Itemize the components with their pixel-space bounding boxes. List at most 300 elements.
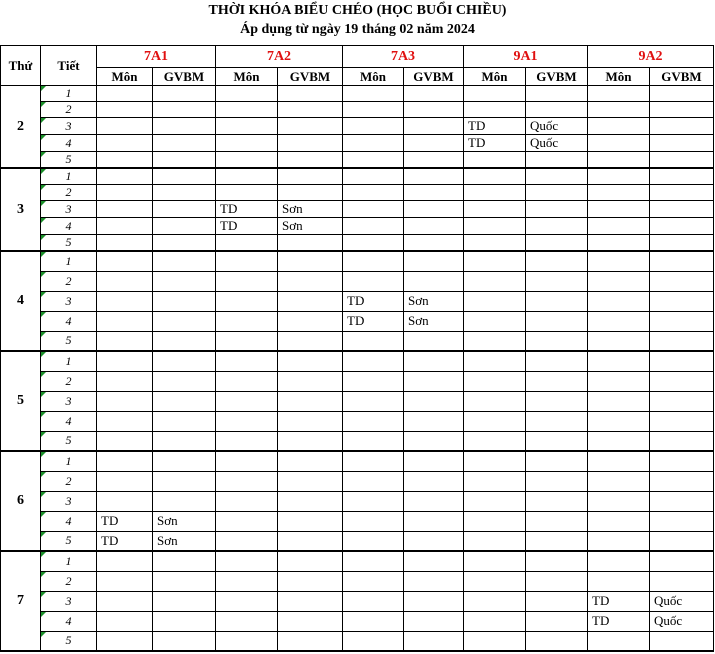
subject-cell: [343, 271, 404, 291]
teacher-cell: [278, 611, 343, 631]
subject-cell: [464, 571, 526, 591]
subject-cell: [97, 118, 153, 135]
table-row: [1, 271, 714, 291]
subject-cell: [343, 86, 404, 102]
teacher-cell: [526, 391, 588, 411]
teacher-cell: [278, 431, 343, 451]
subject-cell: [343, 152, 404, 169]
teacher-cell: [153, 86, 216, 102]
teacher-cell: [153, 551, 216, 571]
subject-cell: [216, 631, 278, 651]
teacher-cell: [650, 271, 714, 291]
col-header-gvbm: GVBM: [278, 68, 343, 86]
period-number: 1: [41, 251, 97, 271]
subject-cell: [343, 531, 404, 551]
subject-cell: [97, 471, 153, 491]
teacher-cell: [526, 591, 588, 611]
teacher-cell: [650, 451, 714, 471]
subject-cell: [216, 135, 278, 152]
teacher-cell: [526, 411, 588, 431]
teacher-cell: [278, 135, 343, 152]
subject-cell: [216, 611, 278, 631]
teacher-cell: [153, 491, 216, 511]
teacher-cell: [404, 591, 464, 611]
teacher-cell: [526, 611, 588, 631]
table-row: [1, 351, 714, 371]
teacher-cell: [278, 571, 343, 591]
subject-cell: [588, 271, 650, 291]
col-header-gvbm: GVBM: [153, 68, 216, 86]
teacher-cell: [278, 591, 343, 611]
teacher-cell: Quốc: [650, 611, 714, 631]
teacher-cell: [404, 371, 464, 391]
teacher-cell: Sơn: [278, 218, 343, 235]
teacher-cell: [278, 118, 343, 135]
subject-cell: [216, 531, 278, 551]
teacher-cell: [404, 201, 464, 218]
subject-cell: [216, 411, 278, 431]
header-tiet: Tiết: [41, 46, 97, 86]
teacher-cell: [153, 331, 216, 351]
teacher-cell: [650, 118, 714, 135]
teacher-cell: [278, 291, 343, 311]
teacher-cell: [526, 351, 588, 371]
period-number: 4: [41, 411, 97, 431]
teacher-cell: [650, 491, 714, 511]
subject-cell: [588, 218, 650, 235]
subject-cell: [97, 571, 153, 591]
subject-cell: TD: [343, 291, 404, 311]
subject-cell: [216, 168, 278, 185]
teacher-cell: [278, 185, 343, 201]
col-header-mon: Môn: [343, 68, 404, 86]
teacher-cell: [526, 571, 588, 591]
subject-cell: [464, 471, 526, 491]
subject-cell: [97, 411, 153, 431]
teacher-cell: [153, 571, 216, 591]
teacher-cell: [404, 185, 464, 201]
subject-cell: [588, 371, 650, 391]
teacher-cell: [526, 371, 588, 391]
teacher-cell: [278, 491, 343, 511]
subject-cell: [216, 251, 278, 271]
teacher-cell: [278, 391, 343, 411]
teacher-cell: [526, 331, 588, 351]
subject-cell: [464, 271, 526, 291]
subject-cell: [216, 331, 278, 351]
teacher-cell: [650, 86, 714, 102]
table-row: [1, 311, 714, 331]
subject-cell: [343, 135, 404, 152]
teacher-cell: [404, 511, 464, 531]
col-header-mon: Môn: [216, 68, 278, 86]
teacher-cell: [404, 251, 464, 271]
day-label: 4: [1, 251, 41, 351]
teacher-cell: [526, 311, 588, 331]
subject-cell: [343, 631, 404, 651]
teacher-cell: [526, 471, 588, 491]
subject-cell: TD: [464, 135, 526, 152]
teacher-cell: [526, 271, 588, 291]
subject-cell: [343, 251, 404, 271]
teacher-cell: [153, 218, 216, 235]
teacher-cell: [404, 451, 464, 471]
teacher-cell: [153, 411, 216, 431]
teacher-cell: [526, 451, 588, 471]
subject-cell: [216, 118, 278, 135]
subject-cell: [97, 371, 153, 391]
teacher-cell: [650, 431, 714, 451]
teacher-cell: [404, 152, 464, 169]
teacher-cell: [404, 218, 464, 235]
teacher-cell: [153, 391, 216, 411]
teacher-cell: [153, 201, 216, 218]
teacher-cell: [278, 351, 343, 371]
subject-cell: [588, 118, 650, 135]
teacher-cell: [404, 235, 464, 252]
teacher-cell: [526, 511, 588, 531]
subject-cell: [97, 102, 153, 118]
period-number: 3: [41, 491, 97, 511]
subject-cell: [216, 102, 278, 118]
teacher-cell: [153, 451, 216, 471]
teacher-cell: [404, 611, 464, 631]
period-number: 5: [41, 331, 97, 351]
table-row: [1, 491, 714, 511]
teacher-cell: [650, 201, 714, 218]
teacher-cell: [650, 152, 714, 169]
table-row: [1, 411, 714, 431]
period-number: 3: [41, 201, 97, 218]
subject-cell: [464, 185, 526, 201]
teacher-cell: [650, 291, 714, 311]
subject-cell: [588, 571, 650, 591]
subject-cell: [588, 351, 650, 371]
teacher-cell: [153, 471, 216, 491]
teacher-cell: [278, 152, 343, 169]
teacher-cell: [650, 631, 714, 651]
teacher-cell: [153, 251, 216, 271]
teacher-cell: [650, 551, 714, 571]
teacher-cell: [153, 135, 216, 152]
teacher-cell: [278, 451, 343, 471]
subject-cell: [588, 291, 650, 311]
table-row: [1, 631, 714, 651]
subject-cell: [464, 331, 526, 351]
period-number: 4: [41, 611, 97, 631]
table-row: [1, 331, 714, 351]
teacher-cell: [650, 571, 714, 591]
subject-cell: [97, 185, 153, 201]
teacher-cell: [650, 471, 714, 491]
teacher-cell: [404, 431, 464, 451]
teacher-cell: Sơn: [153, 531, 216, 551]
subject-cell: [97, 251, 153, 271]
subject-cell: [216, 471, 278, 491]
teacher-cell: [278, 251, 343, 271]
subject-cell: TD: [216, 201, 278, 218]
table-row: [1, 185, 714, 201]
class-header-7a3: 7A3: [343, 46, 464, 68]
teacher-cell: Sơn: [404, 311, 464, 331]
subject-cell: [97, 431, 153, 451]
teacher-cell: [278, 471, 343, 491]
period-number: 4: [41, 311, 97, 331]
teacher-cell: [278, 86, 343, 102]
teacher-cell: [153, 611, 216, 631]
subject-cell: [464, 351, 526, 371]
teacher-cell: [404, 135, 464, 152]
subject-cell: [464, 531, 526, 551]
subject-cell: TD: [464, 118, 526, 135]
timetable: [0, 45, 714, 652]
subject-cell: [464, 451, 526, 471]
subject-cell: [343, 551, 404, 571]
subject-cell: [216, 86, 278, 102]
subject-cell: [464, 611, 526, 631]
teacher-cell: [650, 135, 714, 152]
teacher-cell: Sơn: [153, 511, 216, 531]
subject-cell: [464, 551, 526, 571]
teacher-cell: [404, 571, 464, 591]
teacher-cell: [153, 118, 216, 135]
subject-cell: [216, 271, 278, 291]
subject-cell: [588, 491, 650, 511]
subject-cell: [464, 86, 526, 102]
teacher-cell: Quốc: [650, 591, 714, 611]
table-row: [1, 86, 714, 102]
teacher-cell: [650, 411, 714, 431]
teacher-cell: [404, 351, 464, 371]
period-number: 5: [41, 431, 97, 451]
teacher-cell: [650, 185, 714, 201]
subject-cell: [97, 391, 153, 411]
teacher-cell: [404, 411, 464, 431]
period-number: 2: [41, 371, 97, 391]
teacher-cell: [404, 331, 464, 351]
table-row: [1, 168, 714, 185]
col-header-gvbm: GVBM: [650, 68, 714, 86]
subject-cell: TD: [588, 591, 650, 611]
subject-cell: [343, 218, 404, 235]
table-row: [1, 611, 714, 631]
subject-cell: [216, 591, 278, 611]
subject-cell: [97, 201, 153, 218]
teacher-cell: [526, 491, 588, 511]
teacher-cell: [650, 102, 714, 118]
teacher-cell: [278, 102, 343, 118]
col-header-gvbm: GVBM: [526, 68, 588, 86]
col-header-mon: Môn: [588, 68, 650, 86]
teacher-cell: [153, 431, 216, 451]
period-number: 1: [41, 168, 97, 185]
table-row: [1, 431, 714, 451]
teacher-cell: [278, 531, 343, 551]
teacher-cell: [278, 311, 343, 331]
subject-cell: [588, 311, 650, 331]
period-number: 2: [41, 102, 97, 118]
table-row: [1, 471, 714, 491]
subject-cell: [343, 511, 404, 531]
subject-cell: [343, 591, 404, 611]
period-number: 1: [41, 551, 97, 571]
teacher-cell: [404, 491, 464, 511]
subject-cell: [97, 86, 153, 102]
subject-cell: [588, 531, 650, 551]
subject-cell: [343, 351, 404, 371]
teacher-cell: [404, 118, 464, 135]
subject-cell: [343, 571, 404, 591]
subject-cell: [343, 611, 404, 631]
subject-cell: [97, 631, 153, 651]
subject-cell: [464, 371, 526, 391]
subject-cell: [216, 185, 278, 201]
teacher-cell: [278, 271, 343, 291]
period-number: 1: [41, 351, 97, 371]
subject-cell: [464, 391, 526, 411]
day-label: 7: [1, 551, 41, 651]
teacher-cell: [650, 251, 714, 271]
teacher-cell: [278, 235, 343, 252]
period-number: 3: [41, 291, 97, 311]
subject-cell: [97, 611, 153, 631]
table-row: [1, 531, 714, 551]
subject-cell: [216, 235, 278, 252]
subject-cell: [216, 371, 278, 391]
subject-cell: TD: [97, 531, 153, 551]
teacher-cell: [650, 331, 714, 351]
subject-cell: [464, 218, 526, 235]
subject-cell: [343, 391, 404, 411]
subject-cell: [588, 102, 650, 118]
subject-cell: TD: [343, 311, 404, 331]
subject-cell: [588, 235, 650, 252]
period-number: 4: [41, 218, 97, 235]
teacher-cell: [153, 235, 216, 252]
teacher-cell: [650, 371, 714, 391]
subject-cell: [216, 431, 278, 451]
table-row: [1, 251, 714, 271]
teacher-cell: [404, 531, 464, 551]
subject-cell: [464, 102, 526, 118]
teacher-cell: Sơn: [278, 201, 343, 218]
teacher-cell: [153, 371, 216, 391]
subject-cell: [216, 571, 278, 591]
class-header-9a1: 9A1: [464, 46, 588, 68]
subject-cell: [343, 118, 404, 135]
subject-cell: [216, 291, 278, 311]
period-number: 2: [41, 471, 97, 491]
table-row: [1, 451, 714, 471]
teacher-cell: [153, 311, 216, 331]
period-number: 5: [41, 235, 97, 252]
period-number: 3: [41, 591, 97, 611]
subject-cell: [343, 491, 404, 511]
subject-cell: [588, 471, 650, 491]
teacher-cell: [278, 631, 343, 651]
subject-cell: [97, 135, 153, 152]
subject-cell: [343, 168, 404, 185]
subject-cell: [343, 185, 404, 201]
subject-cell: [588, 511, 650, 531]
table-row: [1, 371, 714, 391]
subject-cell: [216, 391, 278, 411]
day-label: 6: [1, 451, 41, 551]
teacher-cell: [153, 168, 216, 185]
teacher-cell: [526, 86, 588, 102]
subject-cell: TD: [588, 611, 650, 631]
subject-cell: [97, 591, 153, 611]
period-number: 5: [41, 631, 97, 651]
teacher-cell: [650, 351, 714, 371]
subject-cell: [97, 331, 153, 351]
teacher-cell: [526, 152, 588, 169]
subject-cell: [97, 291, 153, 311]
subject-cell: [97, 235, 153, 252]
teacher-cell: [526, 551, 588, 571]
teacher-cell: [404, 271, 464, 291]
subject-cell: [588, 168, 650, 185]
teacher-cell: [650, 391, 714, 411]
teacher-cell: [404, 631, 464, 651]
subject-cell: [97, 451, 153, 471]
subject-cell: [464, 152, 526, 169]
subject-cell: [464, 291, 526, 311]
table-row: [1, 511, 714, 531]
table-row: [1, 571, 714, 591]
table-row: [1, 291, 714, 311]
day-label: 2: [1, 86, 41, 169]
subject-cell: [588, 391, 650, 411]
subject-cell: [588, 152, 650, 169]
teacher-cell: [650, 218, 714, 235]
period-number: 5: [41, 531, 97, 551]
teacher-cell: [278, 371, 343, 391]
subject-cell: [343, 471, 404, 491]
col-header-mon: Môn: [97, 68, 153, 86]
subject-cell: [97, 311, 153, 331]
col-header-gvbm: GVBM: [404, 68, 464, 86]
period-number: 2: [41, 571, 97, 591]
subject-cell: [343, 201, 404, 218]
teacher-cell: [278, 411, 343, 431]
subject-cell: [588, 251, 650, 271]
teacher-cell: [153, 271, 216, 291]
teacher-cell: [404, 471, 464, 491]
subject-cell: [588, 431, 650, 451]
teacher-cell: [404, 86, 464, 102]
subject-cell: [464, 511, 526, 531]
subject-cell: [216, 351, 278, 371]
subject-cell: [343, 102, 404, 118]
teacher-cell: [650, 168, 714, 185]
table-row: [1, 551, 714, 571]
subject-cell: [97, 551, 153, 571]
teacher-cell: [153, 185, 216, 201]
subject-cell: [464, 235, 526, 252]
teacher-cell: [526, 102, 588, 118]
col-header-mon: Môn: [464, 68, 526, 86]
subject-cell: [343, 235, 404, 252]
teacher-cell: [278, 331, 343, 351]
teacher-cell: [526, 531, 588, 551]
period-number: 3: [41, 391, 97, 411]
teacher-cell: [526, 291, 588, 311]
subject-cell: [343, 431, 404, 451]
teacher-cell: [526, 631, 588, 651]
subject-cell: [464, 201, 526, 218]
subject-cell: [216, 511, 278, 531]
